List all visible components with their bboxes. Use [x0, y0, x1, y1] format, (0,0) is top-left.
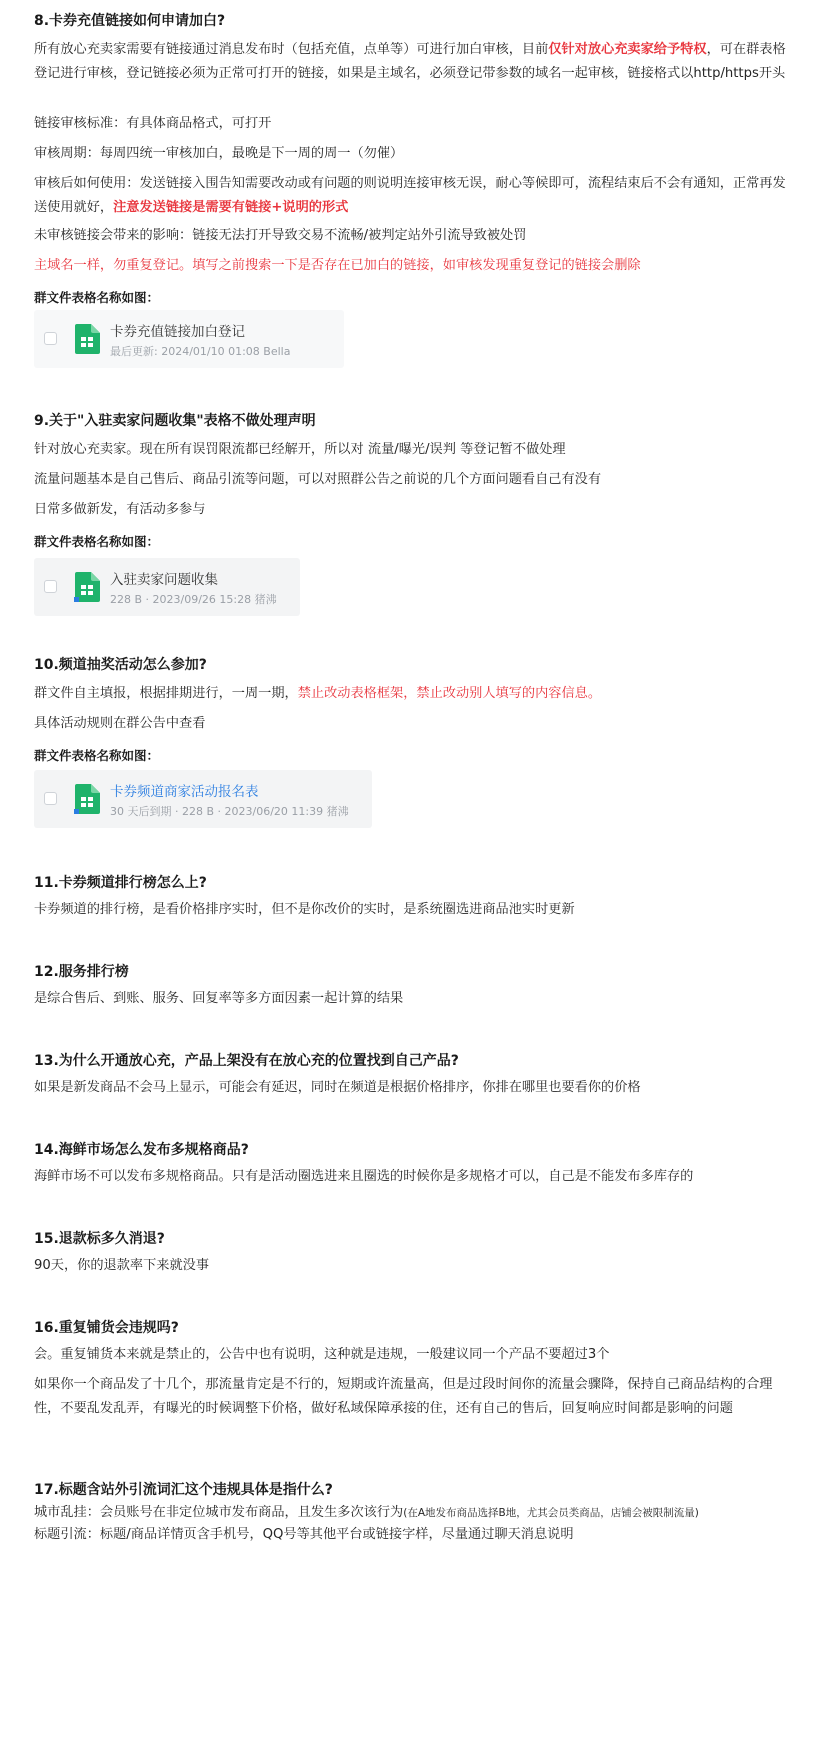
section-9-paragraph-1: 针对放心充卖家。现在所有误罚限流都已经解开，所以对 流量/曝光/误判 等登记暂不做处理: [34, 442, 566, 457]
section-11-title: 11.卡券频道排行榜怎么上?: [34, 875, 207, 891]
section-9-file-label: 群文件表格名称如图：: [34, 534, 160, 549]
file-name-link[interactable]: 卡券频道商家活动报名表: [110, 784, 259, 800]
section-10-paragraph-2: 具体活动规则在群公告中查看: [34, 716, 206, 731]
spreadsheet-icon: [74, 324, 100, 354]
section-17-title: 17.标题含站外引流词汇这个违规具体是指什么?: [34, 1482, 333, 1498]
section-16-paragraph-2: 如果你一个商品发了十几个，那流量肯定是不行的，短期或许流量高，但是过段时间你的流量会骤降，保持自己商品结构的合理性，不要乱发乱弄，有曝光的时候调整下价格，做好私域保障承接的住，还有自己的售后，回复响应时间都是影响的问题: [34, 1377, 773, 1416]
section-15-title: 15.退款标多久消退?: [34, 1231, 165, 1247]
section-8-paragraph-3: 审核周期：每周四统一审核加白，最晚是下一周的周一（勿催）: [34, 146, 404, 161]
section-8-warning: 主域名一样，勿重复登记。填写之前搜索一下是否存在已加白的链接，如审核发现重复登记的链接会删除: [34, 258, 641, 273]
section-12-paragraph-1: 是综合售后、到账、服务、回复率等多方面因素一起计算的结果: [34, 991, 404, 1006]
section-8-paragraph-4: [34, 172, 790, 220]
highlight-text: 禁止改动表格框架，禁止改动别人填写的内容信息。: [297, 686, 602, 701]
section-17-paragraph-2: 标题引流：标题/商品详情页含手机号，QQ号等其他平台或链接字样，尽量通过聊天消息说明: [34, 1527, 574, 1542]
text: ，可在群表格登记进行审核，登记链接必须为正常可打开的链接，如果是主域名，必须登记带参数的域名一起审核，链接格式以http/https开头: [34, 42, 786, 81]
section-8-file-label: 群文件表格名称如图：: [34, 290, 160, 305]
text: 所有放心充卖家需要有链接通过消息发布时（包括充值，点单等）可进行加白审核，目前: [34, 42, 549, 57]
file-name[interactable]: 入驻卖家问题收集: [110, 572, 218, 588]
section-8-paragraph-1: [34, 38, 790, 86]
small-note: (在A地发布商品选择B地，尤其会员类商品，店铺会被限制流量): [403, 1507, 699, 1519]
section-16-title: 16.重复铺货会违规吗?: [34, 1320, 179, 1336]
file-card[interactable]: [34, 310, 344, 368]
section-14-title: 14.海鲜市场怎么发布多规格商品?: [34, 1142, 249, 1158]
text: 审核后如何使用：发送链接入围告知需要改动或有问题的则说明连接审核无误，耐心等候即可，流程结束后不会有通知，正常再发送使用就好，: [34, 176, 786, 215]
file-meta: 30 天后到期 · 228 B · 2023/06/20 11:39 猪沸: [110, 805, 349, 818]
section-15-paragraph-1: 90天，你的退款率下来就没事: [34, 1258, 210, 1273]
section-16-paragraph-1: 会。重复铺货本来就是禁止的，公告中也有说明，这种就是违规，一般建议同一个产品不要超过3个: [34, 1347, 610, 1362]
section-8-title: 8.卡券充值链接如何申请加白?: [34, 13, 226, 29]
file-card[interactable]: [34, 558, 300, 616]
section-11-paragraph-1: 卡券频道的排行榜，是看价格排序实时，但不是你改价的实时，是系统圈选进商品池实时更新: [34, 902, 575, 917]
file-card[interactable]: [34, 770, 372, 828]
section-10-file-label: 群文件表格名称如图：: [34, 748, 160, 763]
checkbox-icon[interactable]: [44, 792, 57, 805]
section-10-paragraph-1: [34, 682, 790, 706]
spreadsheet-icon: [74, 572, 100, 602]
file-meta: 228 B · 2023/09/26 15:28 猪沸: [110, 593, 277, 606]
highlight-text: 仅针对放心充卖家给予特权: [548, 42, 707, 57]
text: 城市乱挂：会员账号在非定位城市发布商品，且发生多次该行为: [34, 1505, 404, 1520]
file-meta: 最后更新: 2024/01/10 01:08 Bella: [110, 345, 291, 358]
section-13-title: 13.为什么开通放心充，产品上架没有在放心充的位置找到自己产品?: [34, 1053, 459, 1069]
highlight-text: 注意发送链接是需要有链接+说明的形式: [113, 200, 349, 215]
text: 群文件自主填报，根据排期进行，一周一期，: [34, 686, 298, 701]
spreadsheet-icon: [74, 784, 100, 814]
checkbox-icon[interactable]: [44, 580, 57, 593]
section-17-paragraph-1: [34, 1501, 790, 1525]
section-9-title: 9.关于"入驻卖家问题收集"表格不做处理声明: [34, 413, 316, 429]
section-8-paragraph-5: 未审核链接会带来的影响：链接无法打开导致交易不流畅/被判定站外引流导致被处罚: [34, 228, 527, 243]
section-9-paragraph-2: 流量问题基本是自己售后、商品引流等问题，可以对照群公告之前说的几个方面问题看自己有没有: [34, 472, 602, 487]
section-10-title: 10.频道抽奖活动怎么参加?: [34, 657, 207, 673]
section-9-paragraph-3: 日常多做新发，有活动多参与: [34, 502, 206, 517]
section-14-paragraph-1: 海鲜市场不可以发布多规格商品。只有是活动圈选进来且圈选的时候你是多规格才可以，自己是不能发布多库存的: [34, 1169, 694, 1184]
section-13-paragraph-1: 如果是新发商品不会马上显示，可能会有延迟，同时在频道是根据价格排序，你排在哪里也要看你的价格: [34, 1080, 641, 1095]
section-8-paragraph-2: 链接审核标准：有具体商品格式，可打开: [34, 116, 272, 131]
section-12-title: 12.服务排行榜: [34, 964, 129, 980]
file-name[interactable]: 卡券充值链接加白登记: [110, 324, 245, 340]
checkbox-icon[interactable]: [44, 332, 57, 345]
